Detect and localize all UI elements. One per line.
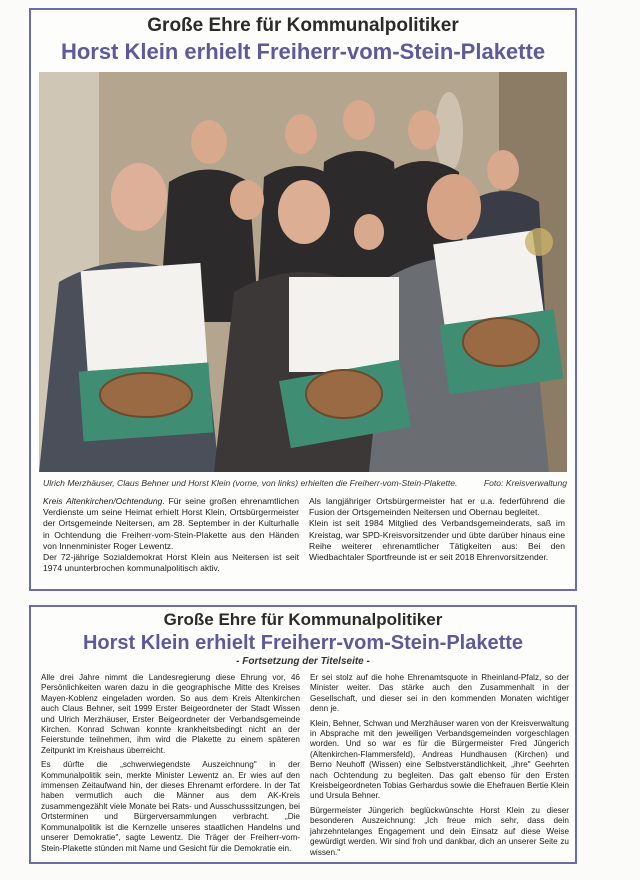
body-column-left (41, 673, 300, 862)
body-paragraph: Alle drei Jahre nimmt die Landesregierung diese Ehrung vor, 46 Persönlichkeiten waren dazu in die geographische Mitte des Kreises Mayen-Koblenz eingeladen worden. So aus dem Kreis Altenkirchen auch Claus Behner, seit 1999 Erster Beigeordneter der Stadt Wissen und Ulrich Merzhäuser, Erster Beigeordneter der Verbandsgemeinde Kirchen. Konrad Schwan konnte krankheitsbedingt nicht an der Feierstunde teilnehmen, ihm wird die Plakette zu einem späteren Zeitpunkt im Kreishaus überreicht. (41, 673, 300, 755)
body-paragraph: Es dürfte die „schwerwiegendste Auszeichnung" in der Kommunalpolitik sein, merkte Minister Lewentz an. Er wies auf den immensen Zeitaufwand hin, der dieses Ehrenamt erfordere. In der Tat haben vermutlich auch die Männer aus dem AK-Kreis zusammengezählt viele Monate bei Rats- und Ausschusssitzungen, bei Ortsterminen und Bürgerversammlungen verbracht. „Die Kommunalpolitik ist die Kernzelle unseres staatlichen Handelns und unserer Demokratie", sagte Lewentz. Die Träger der Freiherr-vom-Stein-Plakette stünden mit Name und Gesicht für die Demokratie ein. (41, 760, 300, 853)
article-kicker: Große Ehre für Kommunalpolitiker (147, 15, 459, 36)
body-column-left (43, 496, 299, 574)
article-front-page (29, 8, 577, 591)
article-headline: Horst Klein erhielt Freiherr-vom-Stein-Plakette (60, 39, 546, 64)
article-body (41, 673, 569, 862)
body-column-right (309, 496, 565, 574)
body-column-right (310, 673, 569, 862)
article-headline: Horst Klein erhielt Freiherr-vom-Stein-Plakette (82, 632, 524, 654)
photo-caption (43, 478, 567, 488)
body-paragraph: Der 72-jährige Sozialdemokrat Horst Klein aus Neitersen ist seit 1974 ununterbrochen kommunalpolitisch aktiv. (43, 552, 299, 574)
body-paragraph: Klein, Behner, Schwan und Merzhäuser waren von der Kreisverwaltung in Absprache mit den jeweiligen Verbandsgemeinden vorgeschlagen worden. Und so war es für die Bürgermeister Fred Jüngerich (Altenkirchen-Flammersfeld), Andreas Hundhausen (Kirchen) und Berno Neuhoff (Wissen) eine Selbstverständlichkeit, „ihre" Geehrten nach Ochtendung zu begleiten. Das galt ebenso für den Ersten Kreisbeigeordneten Tobias Gerhardus sowie die Ehefrauen Bertie Klein und Ursula Behner. (310, 718, 569, 801)
body-paragraph: Klein ist seit 1984 Mitglied des Verbandsgemeinderats, saß im Kreistag, war SPD-Kreisvorsitzender und übte darüber hinaus eine Reihe weiterer ehrenamtlicher Tätigkeiten aus: Bei den Wiedbachtaler Sportfreunde ist er seit 2018 Ehrenvorsitzender. (309, 518, 565, 563)
article-continuation (29, 605, 577, 864)
article-kicker: Große Ehre für Kommunalpolitiker (163, 610, 443, 629)
dateline: Kreis Altenkirchen/Ochtendung. (43, 496, 165, 506)
plaque-center (279, 277, 411, 448)
photo-credit: Foto: Kreisverwaltung (483, 478, 567, 488)
award-photo-illustration (39, 72, 567, 472)
body-paragraph (43, 496, 299, 552)
plaque-left (79, 263, 214, 442)
body-paragraph: Bürgermeister Jüngerich beglückwünschte Horst Klein zu dieser besonderen Auszeichnung: „Ich freue mich sehr, dass dein jahrzehntelanges Engagement und dein Einsatz auf diese Weise gewürdigt werden. Wir sind froh und dankbar, dich an unserer Seite zu wissen." (310, 805, 569, 857)
article-body (43, 496, 565, 574)
body-paragraph: Als langjähriger Ortsbürgermeister hat er u.a. federführend die Fusion der Ortsgemeinden Neitersen und Obernau begleitet. (309, 496, 565, 518)
continuation-note: - Fortsetzung der Titelseite - (236, 656, 370, 667)
award-photo (39, 72, 567, 472)
body-text: Für seine großen ehrenamtlichen Verdienste um seine Heimat erhielt Horst Klein, Ortsbürgermeister der Ortsgemeinde Neitersen, am 28. September in der Kulturhalle in Ochtendung die Freiherr-vom-Stein-Plakette aus den Händen von Innenminister Roger Lewentz. (43, 496, 299, 551)
body-paragraph: Er sei stolz auf die hohe Ehrenamtsquote in Rheinland-Pfalz, so der Minister weiter. Das stärke auch den Zusammenhalt in der Gesellschaft, und dieser sei in den kommenden Monaten wichtiger denn je. (310, 673, 569, 714)
caption-text: Ulrich Merzhäuser, Claus Behner und Horst Klein (vorne, von links) erhielten die Freiherr-vom-Stein-Plakette. (43, 478, 458, 488)
